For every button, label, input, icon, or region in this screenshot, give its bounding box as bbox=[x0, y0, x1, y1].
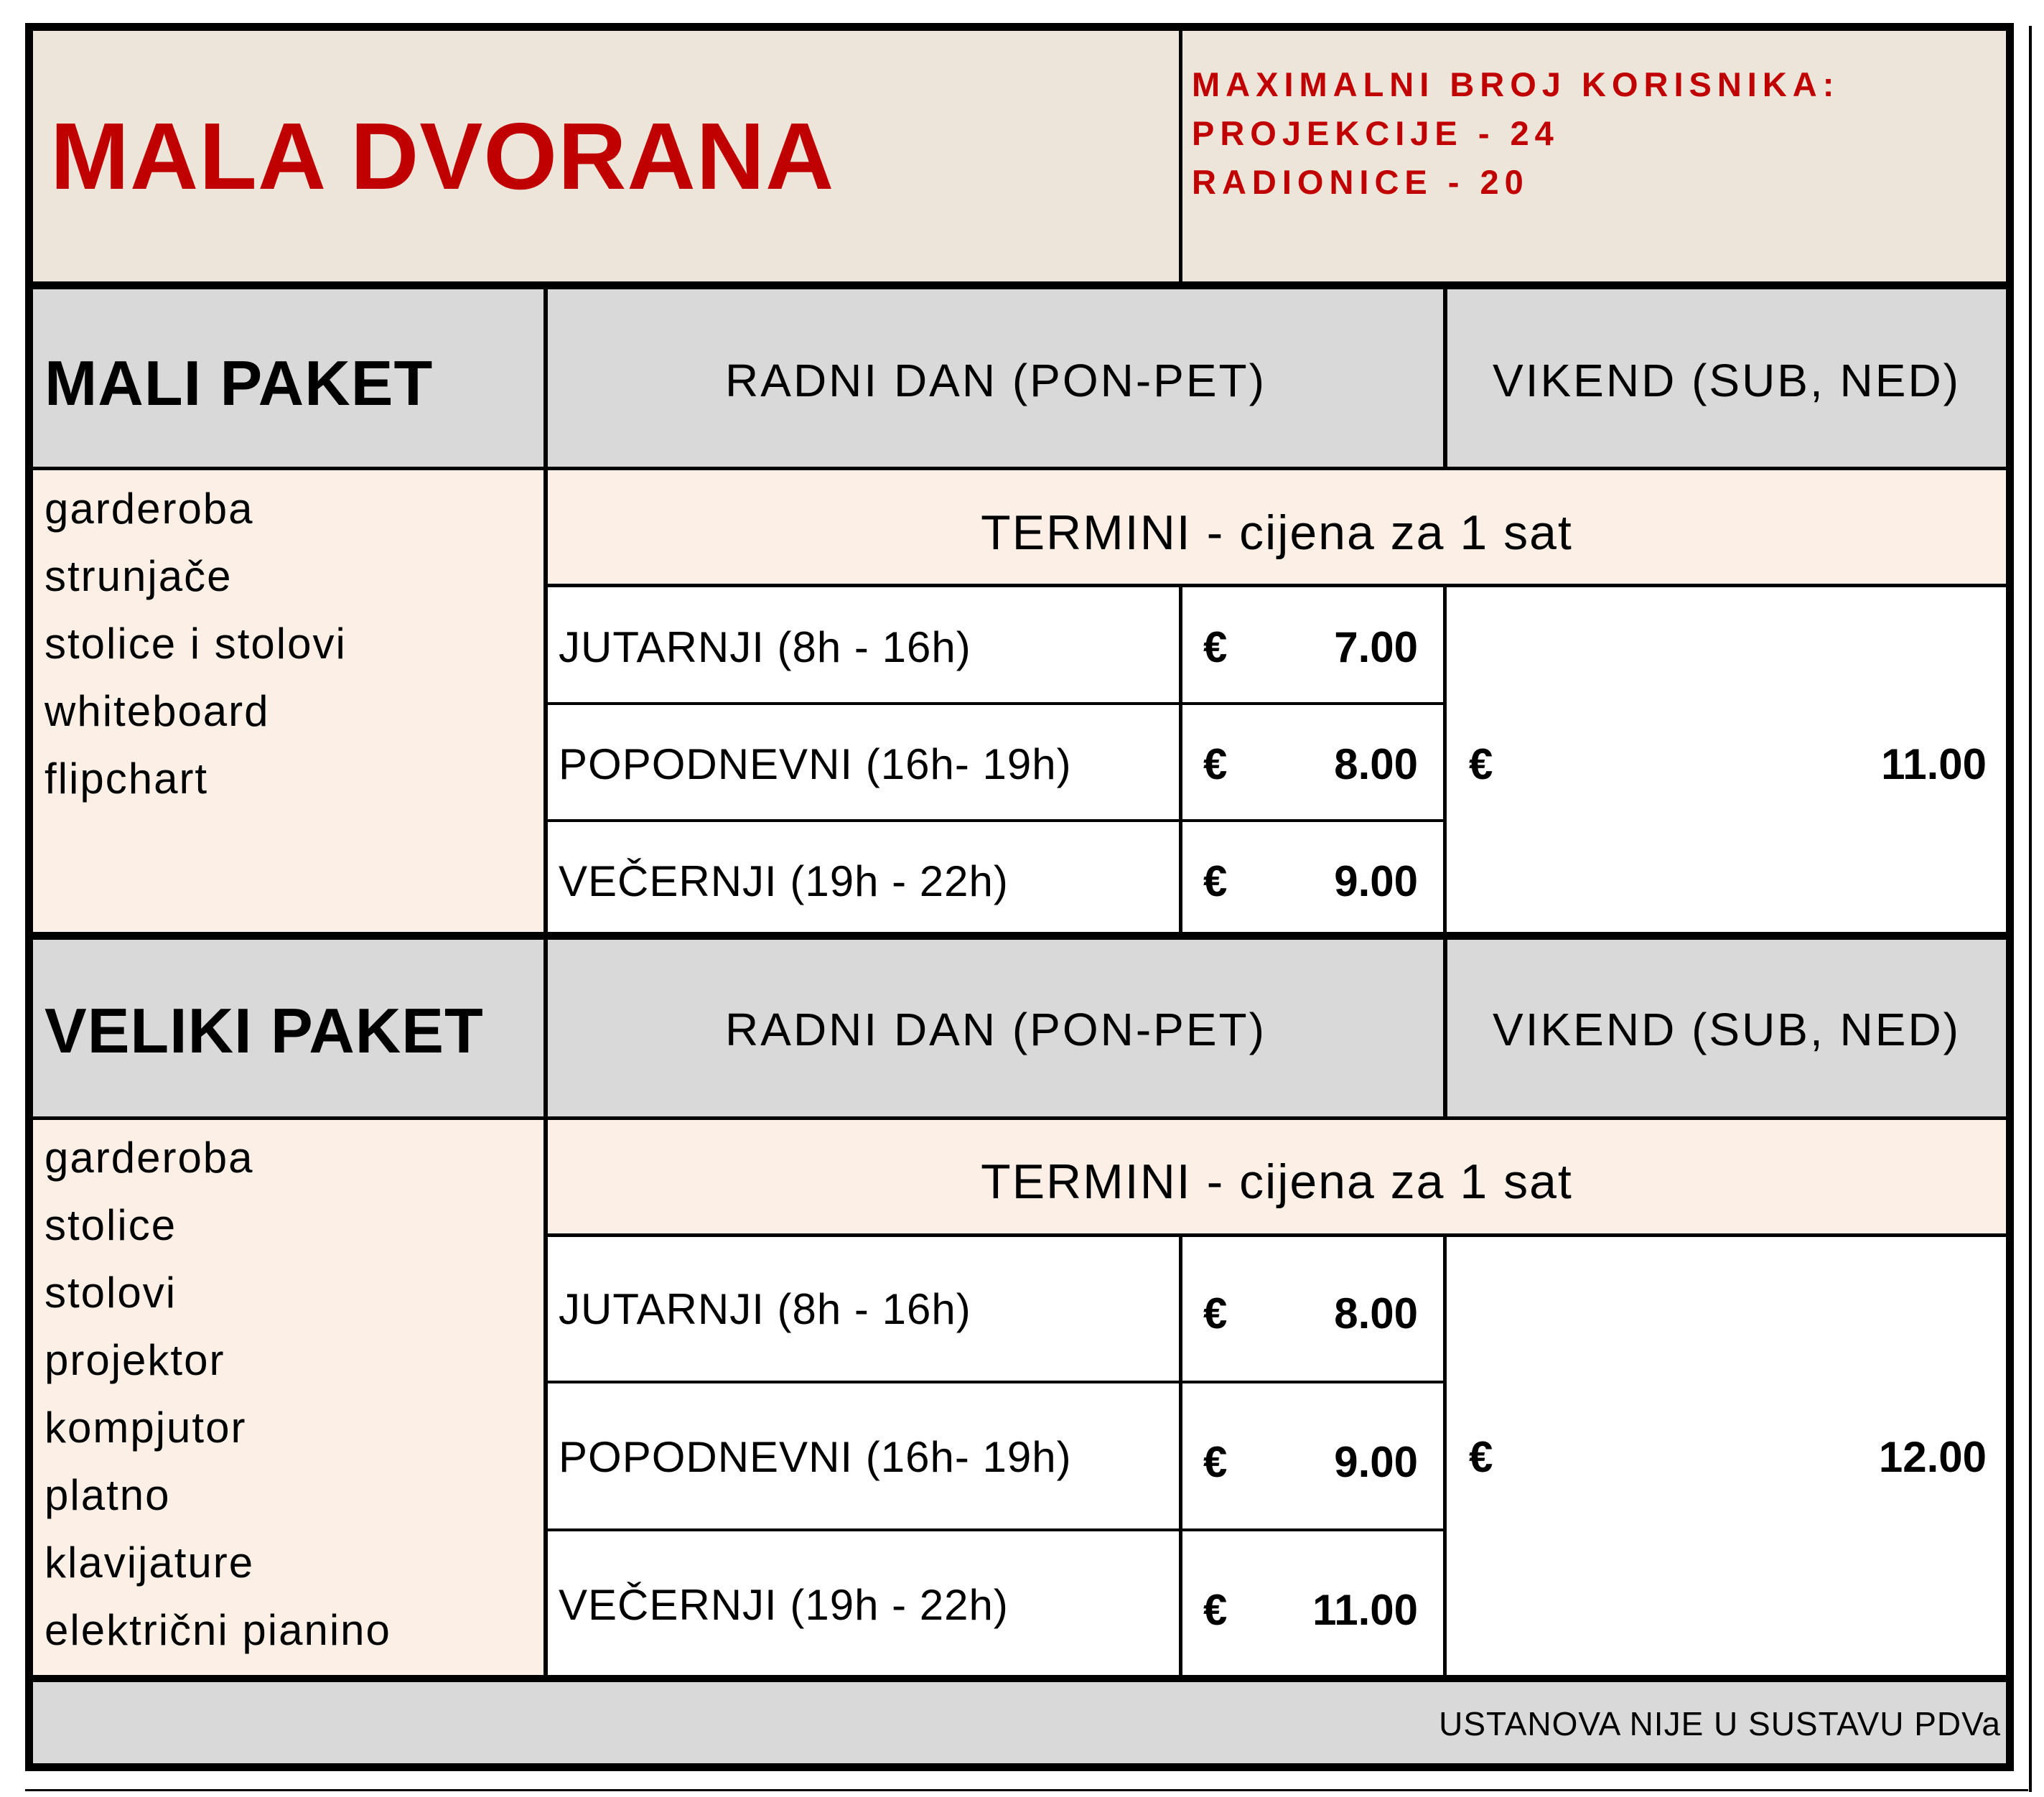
pkg1-weekend-label: VIKEND (SUB, NED) bbox=[1493, 355, 1961, 406]
pkg2-title: VELIKI PAKET bbox=[45, 995, 484, 1066]
capacity-heading: MAXIMALNI BROJ KORISNIKA: bbox=[1192, 65, 1840, 103]
page-edge-bottom bbox=[25, 1789, 2028, 1791]
pkg2-termini-label: TERMINI - cijena za 1 sat bbox=[981, 1154, 1573, 1209]
pkg1-slot-morning: JUTARNJI (8h - 16h) bbox=[559, 623, 971, 671]
page-edge-right bbox=[2029, 26, 2032, 1792]
pkg2-afternoon-price: 9.00 bbox=[1334, 1438, 1418, 1486]
pkg1-weekend-price: 11.00 bbox=[1881, 740, 1987, 788]
page-title: MALA DVORANA bbox=[50, 103, 835, 209]
pkg2-col-divider-3 bbox=[1179, 1233, 1182, 1678]
footer-divider bbox=[33, 1675, 2006, 1682]
pkg2-slot-afternoon: POPODNEVNI (16h- 19h) bbox=[559, 1433, 1072, 1481]
section-divider bbox=[33, 932, 2006, 940]
pkg1-row-divider-2 bbox=[548, 584, 2006, 587]
pkg2-equipment-list bbox=[45, 1124, 391, 1664]
list-item: klavijature bbox=[45, 1539, 255, 1587]
pkg2-morning-currency: € bbox=[1203, 1289, 1228, 1338]
list-item: stolice bbox=[45, 1201, 177, 1249]
list-item: platno bbox=[45, 1471, 171, 1519]
pkg1-slot-afternoon: POPODNEVNI (16h- 19h) bbox=[559, 740, 1072, 788]
pkg1-col-divider-4 bbox=[1443, 584, 1447, 933]
pkg1-row-divider-3 bbox=[548, 702, 1445, 705]
pkg2-row-divider-1 bbox=[33, 1116, 2006, 1120]
pkg2-weekday-label: RADNI DAN (PON-PET) bbox=[725, 1004, 1266, 1055]
pkg2-col-divider-2 bbox=[1443, 940, 1447, 1118]
pkg1-slot-evening: VEČERNJI (19h - 22h) bbox=[559, 857, 1009, 905]
header-bottom-border bbox=[33, 281, 2006, 289]
pkg1-weekend-currency: € bbox=[1469, 740, 1493, 788]
pkg2-row-divider-3 bbox=[548, 1381, 1445, 1383]
list-item: električni pianino bbox=[45, 1606, 391, 1654]
list-item: stolovi bbox=[45, 1269, 177, 1317]
pkg2-afternoon-currency: € bbox=[1203, 1438, 1228, 1486]
capacity-projections: PROJEKCIJE - 24 bbox=[1192, 114, 1559, 152]
vat-notice: USTANOVA NIJE U SUSTAVU PDVa bbox=[1439, 1705, 2001, 1742]
pkg2-col-divider-4 bbox=[1443, 1233, 1447, 1678]
header-divider bbox=[1179, 31, 1182, 282]
capacity-info bbox=[1192, 60, 1839, 207]
pkg1-col-divider-1 bbox=[543, 289, 548, 933]
list-item: whiteboard bbox=[45, 687, 270, 735]
list-item: projektor bbox=[45, 1336, 225, 1384]
pkg1-afternoon-price: 8.00 bbox=[1334, 740, 1418, 788]
pkg2-evening-currency: € bbox=[1203, 1586, 1228, 1634]
pkg2-evening-price: 11.00 bbox=[1312, 1586, 1418, 1634]
pkg1-row-divider-4 bbox=[548, 819, 1445, 822]
list-item: flipchart bbox=[45, 755, 209, 803]
pkg1-row-divider-1 bbox=[33, 467, 2006, 470]
list-item: strunjače bbox=[45, 552, 233, 600]
pkg1-morning-currency: € bbox=[1203, 623, 1228, 671]
pkg1-weekday-label: RADNI DAN (PON-PET) bbox=[725, 355, 1266, 406]
pkg1-afternoon-currency: € bbox=[1203, 740, 1228, 788]
list-item: garderoba bbox=[45, 485, 254, 533]
pkg2-slot-morning: JUTARNJI (8h - 16h) bbox=[559, 1285, 971, 1333]
capacity-workshops: RADIONICE - 20 bbox=[1192, 163, 1529, 201]
pkg1-termini-label: TERMINI - cijena za 1 sat bbox=[981, 505, 1573, 560]
list-item: garderoba bbox=[45, 1134, 254, 1182]
pkg2-slot-evening: VEČERNJI (19h - 22h) bbox=[559, 1581, 1009, 1629]
pkg2-weekend-label: VIKEND (SUB, NED) bbox=[1493, 1004, 1961, 1055]
pkg1-equipment-list bbox=[45, 475, 347, 813]
pkg1-morning-price: 7.00 bbox=[1334, 623, 1418, 671]
pkg2-col-divider-1 bbox=[543, 940, 548, 1678]
pkg1-col-divider-2 bbox=[1443, 289, 1447, 469]
list-item: kompjutor bbox=[45, 1404, 247, 1452]
pkg2-morning-price: 8.00 bbox=[1334, 1289, 1418, 1338]
pkg1-evening-currency: € bbox=[1203, 857, 1228, 905]
pkg1-col-divider-3 bbox=[1179, 584, 1182, 933]
list-item: stolice i stolovi bbox=[45, 620, 347, 668]
pkg2-weekend-currency: € bbox=[1469, 1433, 1493, 1481]
pkg2-weekend-price: 12.00 bbox=[1878, 1433, 1987, 1481]
pkg2-row-divider-4 bbox=[548, 1528, 1445, 1531]
pkg1-title: MALI PAKET bbox=[45, 347, 434, 419]
pkg1-evening-price: 9.00 bbox=[1334, 857, 1418, 905]
pkg2-row-divider-2 bbox=[548, 1233, 2006, 1237]
